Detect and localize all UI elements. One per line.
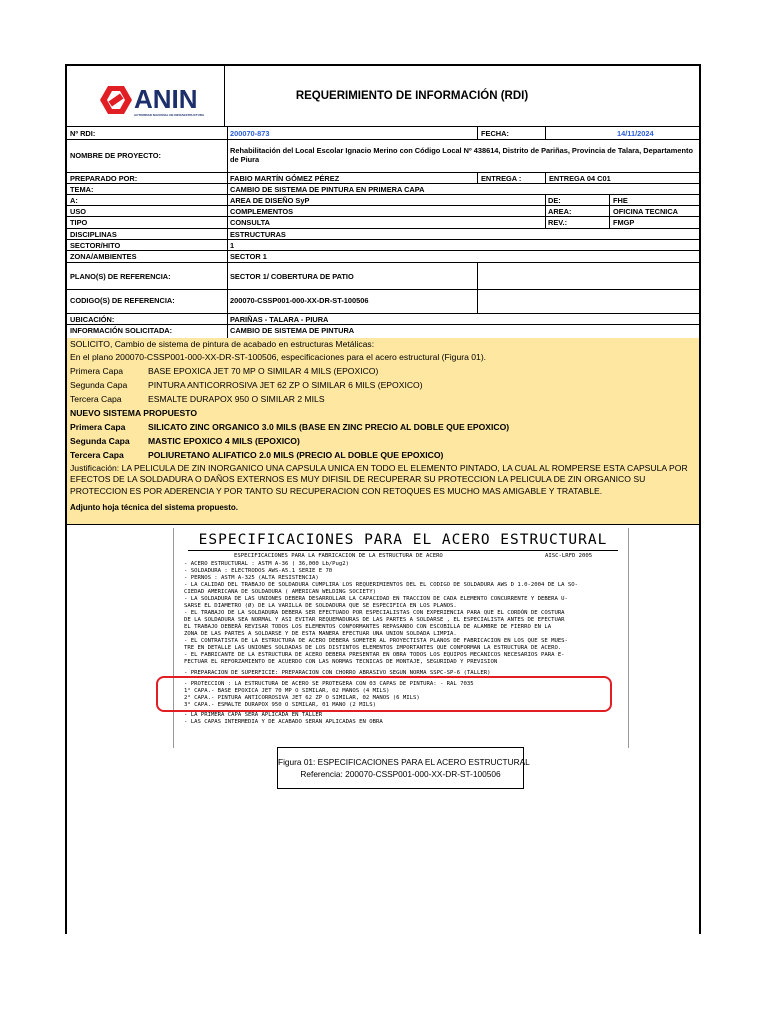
ubicacion-value: PARIÑAS - TALARA - PIURA bbox=[230, 315, 329, 324]
divider bbox=[67, 126, 699, 127]
tipo-label: TIPO bbox=[70, 218, 88, 227]
attachment-note: Adjunto hoja técnica del sistema propuesto. bbox=[70, 503, 239, 512]
figure-line: - EL TRABAJO DE LA SOLDADURA DEBERA SER EFECTUADO POR ESPECIALISTAS CON EXPERIENCIA PARA QUE EL CORDÓN DE COSTURA bbox=[184, 610, 565, 616]
figure-line: FECTUAR EL REFORZAMIENTO DE ACUERDO CON LAS NORMAS TECNICAS DE MONTAJE, SEGURIDAD Y PREVISION bbox=[184, 659, 498, 665]
current-layer-value: PINTURA ANTICORROSIVA JET 62 ZP O SIMILAR 6 MILS (EPOXICO) bbox=[148, 380, 423, 390]
figure-line: - PROTECCION : LA ESTRUCTURA DE ACERO SE PROTEGERA CON 03 CAPAS DE PINTURA: - RAL 7035 bbox=[184, 681, 474, 687]
proposed-layer-value: MASTIC EPOXICO 4 MILS (EPOXICO) bbox=[148, 436, 300, 446]
current-layer-label: Primera Capa bbox=[70, 366, 124, 376]
proyecto-value: Rehabilitación del Local Escolar Ignacio Merino con Código Local Nº 438614, Distrito de Pariñas, Provincia de Talara, Departamento de Piura bbox=[230, 146, 693, 164]
figure-line: - LA SOLDADURA DE LAS UNIONES DEBERA DESARROLLAR LA CAPACIDAD EN TRACCION DE CADA ELEMENTO CONCURRENTE Y DEBERA U- bbox=[184, 596, 568, 602]
zona-value: SECTOR 1 bbox=[230, 252, 267, 261]
uso-label: USO bbox=[70, 207, 87, 216]
preparado-label: PREPARADO POR: bbox=[70, 174, 138, 183]
highlight-annotation bbox=[156, 676, 612, 712]
tema-value: CAMBIO DE SISTEMA DE PINTURA EN PRIMERA CAPA bbox=[230, 185, 425, 194]
current-layer-value: BASE EPOXICA JET 70 MP O SIMILAR 4 MILS (EPOXICO) bbox=[148, 366, 379, 376]
proposed-layer-value: POLIURETANO ALIFATICO 2.0 MILS (PRECIO AL DOBLE QUE EPOXICO) bbox=[148, 450, 444, 460]
new-system-title: NUEVO SISTEMA PROPUESTO bbox=[70, 408, 198, 418]
proposed-layer-label: Primera Capa bbox=[70, 422, 126, 432]
request-line: En el plano 200070-CSSP001-000-XX-DR-ST-100506, especificaciones para el acero estructural (Figura 01). bbox=[70, 352, 487, 362]
org-name: AUTORIDAD NACIONAL DE INFRAESTRUCTURA bbox=[134, 113, 205, 117]
proposed-layer-value: SILICATO ZINC ORGANICO 3.0 MILS (BASE EN ZINC PRECIO AL DOBLE QUE EPOXICO) bbox=[148, 422, 510, 432]
figure-line: - EL FABRICANTE DE LA ESTRUCTURA DE ACERO DEBERA PRESENTAR EN OBRA TODOS LOS EQUIPOS MECANICOS NECESARIOS PARA E- bbox=[184, 652, 565, 658]
page-title: REQUERIMIENTO DE INFORMACIÓN (RDI) bbox=[295, 90, 529, 102]
justification: Justificación: LA PELICULA DE ZIN INORGANICO UNA CAPSULA UNICA EN TODO EL ELEMENTO PINTADO, LA CUAL AL ROMPERSE ESTA CAPSULA POR EFECTOS DE LA SOLDADURA O DAÑOS EXTERNOS ES MUY DIFISIL DE RECUPERAR SU PROTECCION LA PELICULA DE ZIN ORGANICO SU PROTECCION ES POR ADERENCIA Y POR TANTO SU RECUPERACION CON RETOQUES ES MUCHO MAS AMIGABLE Y TRATABLE. bbox=[70, 463, 688, 496]
uso-value: COMPLEMENTOS bbox=[230, 207, 294, 216]
figure-line: SARSE EL DIAMETRO (Ø) DE LA VARILLA DE SOLDADURA QUE SE ESPECIFICA EN LOS PLANOS. bbox=[184, 603, 457, 609]
figure-title-rule bbox=[188, 550, 618, 551]
area-label: AREA: bbox=[548, 207, 572, 216]
ubicacion-label: UBICACIÓN: bbox=[70, 315, 115, 324]
fecha-value: 14/11/2024 bbox=[617, 129, 654, 138]
anin-logo bbox=[98, 80, 206, 120]
a-value: AREA DE DISEÑO SyP bbox=[230, 196, 310, 205]
figure-line: DE LA SOLDADURA SEA NORMAL Y ASI EVITAR REQUEMADURAS DE LAS PARTES A SOLDARSE , EL ESPECIALISTA ANTES DE EFECTUAR bbox=[184, 617, 565, 623]
plano-value: SECTOR 1/ COBERTURA DE PATIO bbox=[230, 272, 354, 281]
rev-label: REV.: bbox=[548, 218, 568, 227]
figure-line: 1° CAPA.- BASE EPOXICA JET 70 MP O SIMILAR, 02 MANOS (4 MILS) bbox=[184, 688, 390, 694]
figure-line: - LAS CAPAS INTERMEDIA Y DE ACABADO SERAN APLICADAS EN OBRA bbox=[184, 719, 383, 725]
figure-line: ZONA DE LAS PARTES A SOLDARSE Y DE ESTA MANERA EFECTUAR UNA UNION SOLDADA LIMPIA. bbox=[184, 631, 457, 637]
rdi-value: 200070-873 bbox=[230, 129, 270, 138]
figure-line: - EL CONTRATISTA DE LA ESTRUCTURA DE ACERO DEBERA SOMETER AL PROYECTISTA PLANOS DE FABRICACION EN LOS QUE SE MUES- bbox=[184, 638, 568, 644]
figure-line: - SOLDADURA : ELECTRODOS AWS-A5.1 SERIE E 70 bbox=[184, 568, 333, 574]
entrega-value: ENTREGA 04 C01 bbox=[549, 174, 611, 183]
current-layer-label: Segunda Capa bbox=[70, 380, 128, 390]
info-value: CAMBIO DE SISTEMA DE PINTURA bbox=[230, 326, 355, 335]
disciplinas-label: DISCIPLINAS bbox=[70, 230, 117, 239]
divider bbox=[224, 66, 225, 126]
figure-line: 2° CAPA.- PINTURA ANTICORROSIVA JET 62 ZP O SIMILAR, 02 MANOS (6 MILS) bbox=[184, 695, 420, 701]
proposed-layer-label: Tercera Capa bbox=[70, 450, 124, 460]
de-value: FHE bbox=[613, 196, 628, 205]
figure-line: - PERNOS : ASTM A-325 (ALTA RESISTENCIA) bbox=[184, 575, 319, 581]
proyecto-label: NOMBRE DE PROYECTO: bbox=[70, 151, 162, 160]
spec-figure bbox=[173, 528, 629, 748]
figure-line: TRE EN DETALLE LAS UNIONES SOLDADAS DE LOS DISTINTOS ELEMENTOS IMPORTANTES QUE CONFORMAN LA ESTRUCTURA DE ACERO. bbox=[184, 645, 562, 651]
current-layer-value: ESMALTE DURAPOX 950 O SIMILAR 2 MILS bbox=[148, 394, 325, 404]
codigo-label: CODIGO(S) DE REFERENCIA: bbox=[70, 296, 175, 305]
rdi-label: Nº RDI: bbox=[70, 129, 96, 138]
rev-value: FMGP bbox=[613, 218, 635, 227]
codigo-value: 200070-CSSP001-000-XX-DR-ST-100506 bbox=[230, 296, 369, 305]
zona-label: ZONA/AMBIENTES bbox=[70, 252, 137, 261]
entrega-label: ENTREGA : bbox=[481, 174, 522, 183]
figure-caption bbox=[277, 747, 530, 789]
figure-subtitle: ESPECIFICACIONES PARA LA FABRICACION DE LA ESTRUCTURA DE ACERO bbox=[234, 553, 443, 559]
tipo-value: CONSULTA bbox=[230, 218, 270, 227]
figure-line: EL TRABAJO DEBERÁ REVISAR TODOS LOS ELEMENTOS CONFORMANTES REPASANDO CON ESCOBILLA DE ALAMBRE DE FIERRO EN LA bbox=[184, 624, 552, 630]
caption-reference: Referencia: 200070-CSSP001-000-XX-DR-ST-100506 bbox=[300, 769, 501, 779]
sector-value: 1 bbox=[230, 241, 235, 250]
plano-label: PLANO(S) DE REFERENCIA: bbox=[70, 272, 171, 281]
caption-title: Figura 01: ESPECIFICACIONES PARA EL ACERO ESTRUCTURAL bbox=[278, 757, 530, 767]
current-layer-label: Tercera Capa bbox=[70, 394, 122, 404]
figure-code: AISC-LRFD 2005 bbox=[545, 553, 593, 559]
disciplinas-value: ESTRUCTURAS bbox=[230, 230, 286, 239]
figure-title: ESPECIFICACIONES PARA EL ACERO ESTRUCTURAL bbox=[198, 532, 608, 548]
tema-label: TEMA: bbox=[70, 185, 94, 194]
area-value: OFICINA TECNICA bbox=[613, 207, 679, 216]
a-label: A: bbox=[70, 196, 78, 205]
figure-line: 3° CAPA.- ESMALTE DURAPOX 950 O SIMILAR, 01 MANO (2 MILS) bbox=[184, 702, 376, 708]
logo-text: ANIN bbox=[134, 84, 198, 114]
sector-label: SECTOR/HITO bbox=[70, 241, 121, 250]
rdi-form bbox=[65, 64, 701, 934]
figure-line: - LA CALIDAD DEL TRABAJO DE SOLDADURA CUMPLIRA LOS REQUERIMIENTOS DEL EL CODIGO DE SOLDADURA AWS D 1.0-2004 DE LA SO- bbox=[184, 582, 579, 588]
info-label: INFORMACIÓN SOLICITADA: bbox=[70, 326, 173, 335]
figure-line: - ACERO ESTRUCTURAL : ASTM A-36 ( 36,000 Lb/Pug2) bbox=[184, 561, 350, 567]
figure-line: CIEDAD AMERICANA DE SOLDADURA ( AMERICAN WELDING SOCIETY) bbox=[184, 589, 376, 595]
figure-line: - PREPARACION DE SUPERFICIE: PREPARACION CON CHORRO ABRASIVO SEGUN NORMA SSPC-SP-6 (TALLER) bbox=[184, 670, 491, 676]
request-line: SOLICITO, Cambio de sistema de pintura de acabado en estructuras Metálicas: bbox=[70, 339, 375, 349]
fecha-label: FECHA: bbox=[481, 129, 509, 138]
request-block bbox=[67, 338, 699, 524]
proposed-layer-label: Segunda Capa bbox=[70, 436, 130, 446]
de-label: DE: bbox=[548, 196, 561, 205]
preparado-value: FABIO MARTÍN GÓMEZ PÉREZ bbox=[230, 174, 340, 183]
figure-line: - LA PRIMERA CAPA SERA APLICADA EN TALLER bbox=[184, 712, 323, 718]
